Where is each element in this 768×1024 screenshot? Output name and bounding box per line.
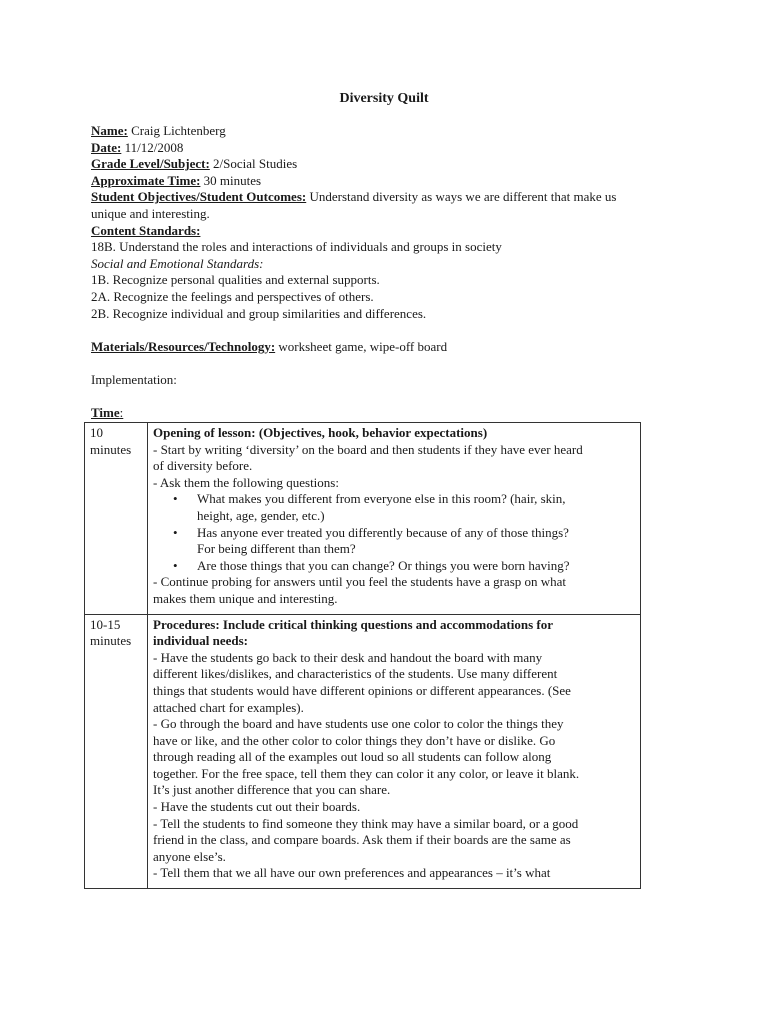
objectives-label: Student Objectives/Student Outcomes: [91, 189, 307, 205]
approx-time-label: Approximate Time: [91, 172, 201, 188]
time-cell [85, 423, 148, 615]
approx-time-value: 30 minutes [200, 172, 262, 188]
approx-time-line [91, 173, 691, 190]
list-item [197, 491, 635, 524]
text-line: - Ask them the following questions: [153, 474, 339, 490]
content-cell [148, 423, 641, 615]
grade-value: 2/Social Studies [209, 156, 298, 172]
name-line [91, 123, 691, 140]
name-value: Craig Lichtenberg [127, 123, 226, 138]
text-line: different likes/dislikes, and characteristics of the students. Use many different [153, 666, 558, 682]
text-line: things that students would have different opinions or different appearances. (See [153, 682, 571, 698]
text-line: anyone else’s. [153, 848, 226, 864]
standard-2b: 2B. Recognize individual and group similarities and differences. [91, 305, 427, 321]
text-line: It’s just another difference that you can share. [153, 782, 391, 798]
grade-line [91, 156, 691, 173]
blank-line [91, 322, 691, 339]
text-line: - Have the students go back to their desk and handout the board with many [153, 649, 543, 665]
row-heading: Opening of lesson: (Objectives, hook, behavior expectations) [153, 425, 488, 440]
text-line: - Go through the board and have students use one color to color the things they [153, 716, 564, 732]
text-line: through reading all of the examples out loud so all students can follow along [153, 749, 552, 765]
time-unit: minutes [90, 633, 132, 649]
time-value: 10-15 [90, 616, 121, 632]
text-line: makes them unique and interesting. [153, 590, 338, 606]
text-line: together. For the free space, tell them they can color it any color, or leave it blank. [153, 765, 580, 781]
time-value: 10 [90, 425, 103, 440]
list-item-line: For being different than them? [197, 541, 356, 557]
time-heading [91, 405, 123, 421]
list-item-line: height, age, gender, etc.) [197, 507, 325, 523]
lesson-header [91, 123, 691, 389]
document-title: Diversity Quilt [339, 91, 429, 106]
standard-1b: 1B. Recognize personal qualities and external supports. [91, 272, 380, 288]
text-line: of diversity before. [153, 458, 253, 474]
materials-value: worksheet game, wipe-off board [275, 338, 448, 354]
date-label: Date: [91, 139, 122, 155]
text-line: - Have the students cut out their boards. [153, 799, 361, 815]
list-item-line: • What makes you different from everyone else in this room? (hair, skin, [197, 491, 566, 507]
text-line: - Continue probing for answers until you feel the students have a grasp on what [153, 574, 567, 590]
grade-label: Grade Level/Subject: [91, 156, 210, 172]
standard-2a: 2A. Recognize the feelings and perspectives of others. [91, 288, 374, 304]
content-cell [148, 614, 641, 889]
text-line: - Tell the students to find someone they think may have a similar board, or a good [153, 815, 579, 831]
list-item-line: • Has anyone ever treated you differently because of any of those things? [197, 524, 569, 540]
time-unit: minutes [90, 441, 132, 457]
row-heading: individual needs: [153, 633, 249, 649]
question-list [153, 491, 635, 574]
date-value: 11/12/2008 [121, 139, 184, 155]
time-cell [85, 614, 148, 889]
materials-label: Materials/Resources/Technology: [91, 338, 276, 354]
row-heading: Procedures: Include critical thinking questions and accommodations for [153, 616, 554, 632]
standards-line [91, 223, 691, 240]
text-line: friend in the class, and compare boards. Ask them if their boards are the same as [153, 832, 571, 848]
list-item [197, 558, 635, 575]
objectives-line-2: unique and interesting. [91, 205, 210, 221]
name-label: Name: [91, 123, 128, 138]
objectives-line [91, 189, 691, 206]
text-line: attached chart for examples). [153, 699, 304, 715]
list-item-line: • Are those things that you can change? Or things you were born having? [197, 557, 570, 573]
text-line: - Start by writing ‘diversity’ on the board and then students if they have ever heard [153, 441, 583, 457]
table-row-procedures [85, 614, 641, 889]
table-row-opening [85, 423, 641, 615]
time-heading-text: Time [91, 405, 120, 420]
date-line [91, 140, 691, 157]
objectives-value: Understand diversity as ways we are different that make us [306, 189, 617, 205]
text-line: have or like, and the other color to color things they don’t have or dislike. Go [153, 732, 556, 748]
text-line: - Tell them that we all have our own preferences and appearances – it’s what [153, 865, 551, 881]
time-heading-colon: : [119, 405, 124, 420]
materials-line [91, 339, 691, 356]
list-item [197, 525, 635, 558]
social-emotional-heading: Social and Emotional Standards: [91, 255, 264, 271]
blank-line [91, 355, 691, 372]
standards-label: Content Standards: [91, 222, 201, 238]
implementation-label: Implementation: [91, 371, 177, 387]
standard-18b: 18B. Understand the roles and interactions of individuals and groups in society [91, 239, 502, 255]
lesson-table [84, 422, 641, 889]
